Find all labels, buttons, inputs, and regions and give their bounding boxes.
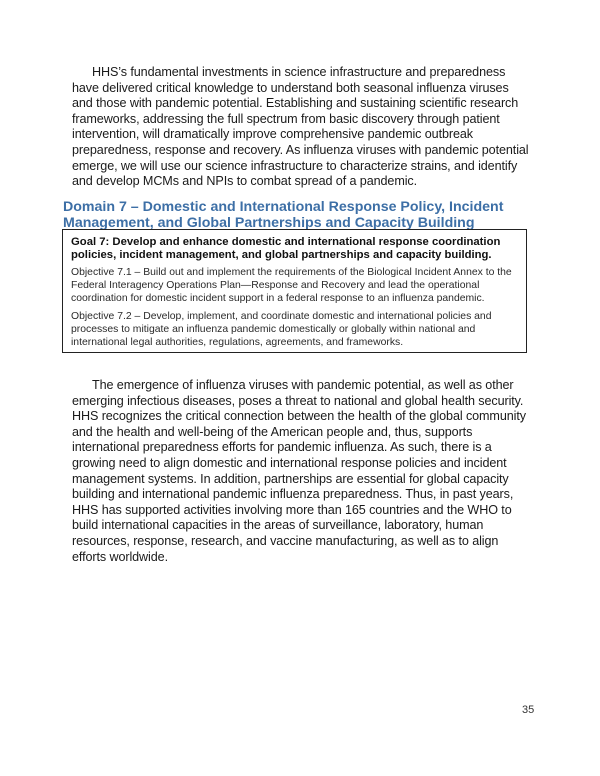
goal-box <box>62 229 527 353</box>
intro-paragraph: HHS’s fundamental investments in science infrastructure and preparedness have delivered critical knowledge to understand both seasonal influenza viruses and those with pandemic potential. Establishing and sustaining scientific research frameworks, addressing the full spectrum from basic discovery through patient intervention, will dramatically improve comprehensive pandemic outbreak preparedness, response and recovery. As influenza viruses with pandemic potential emerge, we will use our science infrastructure to characterize strains, and identify and develop MCMs and NPIs to combat spread of a pandemic. <box>72 65 529 189</box>
page-number: 35 <box>522 704 535 716</box>
goal-title: Goal 7: Develop and enhance domestic and international response coordination policies, incident management, and global partnerships and capacity building. <box>71 236 501 261</box>
body-paragraph: The emergence of influenza viruses with pandemic potential, as well as other emerging infectious diseases, poses a threat to national and global health security. HHS recognizes the critical connection between the health of the global community and the health and well-being of the American people and, thus, supports international preparedness efforts for pandemic influenza. As such, there is a growing need to align domestic and international response policies and incident management systems. In addition, partnerships are essential for global capacity building and international pandemic influenza preparedness. Thus, in past years, HHS has supported activities involving more than 165 countries and the WHO to build international capacities in the areas of surveillance, laboratory, human resources, response, research, and vaccine manufacturing, as well as to align efforts worldwide. <box>72 378 526 564</box>
objective-7-2: Objective 7.2 – Develop, implement, and coordinate domestic and international policies and processes to mitigate an influenza pandemic domestically or globally within national and international legal authorities, regulations, agreements, and frameworks. <box>71 310 492 349</box>
section-heading: Domain 7 – Domestic and International Response Policy, Incident Management, and Global Partnerships and Capacity Building <box>63 199 504 231</box>
objective-7-1: Objective 7.1 – Build out and implement the requirements of the Biological Incident Annex to the Federal Interagency Operations Plan—Response and Recovery and lead the operational coordination for domestic incident support in a federal response to an influenza pandemic. <box>71 267 512 305</box>
